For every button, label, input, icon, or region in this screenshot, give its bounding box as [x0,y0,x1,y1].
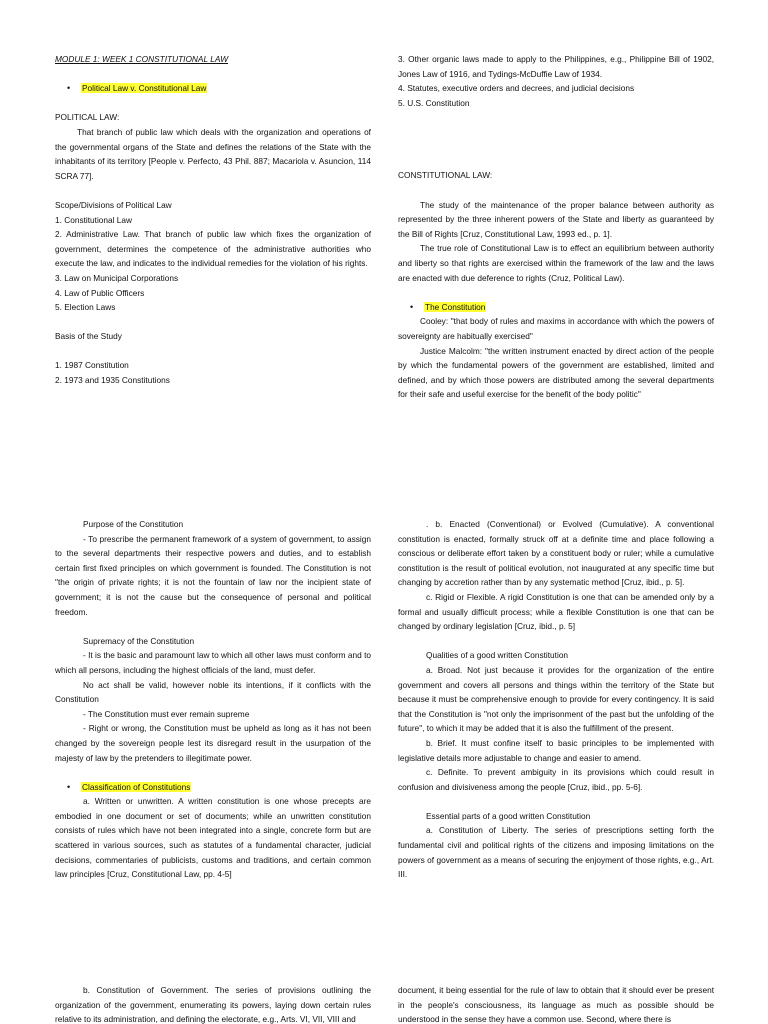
bullet-the-constitution [398,300,714,315]
constitutional-law-p1: The study of the maintenance of the proper balance between authority as represented by the three inherent powers of the State and liberty as guaranteed by the Bill of Rights [Cruz, Constitutional Law, 1993 ed., p. 1]. [398,199,714,239]
bullet-label: Classification of Constitutions [82,781,191,792]
basis-item: 1. 1987 Constitution [55,360,129,371]
page-1 [0,0,768,430]
essential-part-a: a. Constitution of Liberty. The series of prescriptions setting forth the fundamental civil and political rights of the citizens and imposing limitations on the powers of government as a means of securing the enjoyment of those rights, e.g., Art. III. [398,825,714,880]
basis-item: 2. 1973 and 1935 Constitutions [55,375,170,386]
essential-part-b: b. Constitution of Government. The series of provisions outlining the organization of the government, enumerating its powers, laying down certain rules relative to its administration, and defining the electorate, e.g., Arts. VI, VII, VIII and [55,985,371,1024]
classification-a: a. Written or unwritten. A written constitution is one whose precepts are embodied in one document or set of documents; while an unwritten constitution consists of rules which have not been integrated into a single, concrete form but are scattered in various sources, such as statutes of a fundamental character, judicial decisions, commentaries of publicists, customs and traditions, and certain common law principles [Cruz, Constitutional Law, pp. 4-5] [55,796,371,880]
supremacy-text: - Right or wrong, the Constitution must be upheld as long as it has not been changed by the sovereign people lest its disregard result in the usurpation of the majesty of law by the pretenders to illegitimate power. [55,723,371,763]
bullet-label: Political Law v. Constitutional Law [82,83,207,94]
organic-laws-item: 3. Other organic laws made to apply to the Philippines, e.g., Philippine Bill of 1902, Jones Law of 1916, and Tydings-McDuffie Law of 1934. [398,54,714,79]
scope-item: 3. Law on Municipal Corporations [55,272,179,283]
scope-heading: Scope/Divisions of Political Law [55,199,172,210]
classification-b: . b. Enacted (Conventional) or Evolved (Cumulative). A conventional constitution is enacted, formally struck off at a definite time and place following a conscious or deliberate effort taken by a constituent body or ruler; while a cumulative constitution is the result of political evolution, not inaugurated at any specific time but changing by accretion rather than by any systematic method [Cruz, ibid., p. 5]. [398,519,714,588]
qualities-heading: Qualities of a good written Constitution [426,650,569,661]
page-1-left-column [55,52,371,388]
statutes-item: 4. Statutes, executive orders and decrees, and judicial decisions [398,83,635,94]
scope-item: 2. Administrative Law. That branch of public law which fixes the organization of government, determines the competence of the administrative authorities who execute the law, and indicates to the individual remedies for the violation of his rights. [55,229,371,269]
quality-c: c. Definite. To prevent ambiguity in its provisions which could result in confusion and divisiveness among the people [Cruz, ibid., pp. 5-6]. [398,767,714,792]
page-2-right-column [398,517,714,882]
constitutional-law-p2: The true role of Constitutional Law is to effect an equilibrium between authority and liberty so that rights are exercised within the framework of the law and the laws are enacted with due deference to rights (Cruz, Political Law). [398,243,714,283]
scope-item: 4. Law of Public Officers [55,287,145,298]
page-3-left-column [55,983,371,1024]
purpose-heading: Purpose of the Constitution [83,519,184,529]
scope-item: 1. Constitutional Law [55,214,133,225]
basis-heading: Basis of the Study [55,331,122,342]
supremacy-text: - It is the basic and paramount law to which all other laws must conform and to which all persons, including the highest officials of the land, must defer. [55,650,371,675]
quality-b: b. Brief. It must confine itself to basic principles to be implemented with legislative details more adjustable to change and easier to amend. [398,737,714,763]
page-3-right-column [398,983,714,1024]
classification-c: c. Rigid or Flexible. A rigid Constitution is one that can be amended only by a formal and usually difficult process; while a flexible Constitution is one that can be changed by ordinary legislation [Cruz, ibid., p. 5] [398,591,714,632]
bullet-label: The Constitution [425,301,486,312]
quality-a: a. Broad. Not just because it provides for the organization of the entire government and covers all persons and things within the territory of the State but because it must be comprehensive enough to provide for every contingency. It is said that the Constitution is "not only the imprisonment of the past but the unfolding of the future", to which it may be added that it is also the fulfillment of the present. [398,664,714,734]
cooley-definition: Cooley: "that body of rules and maxims in accordance with which the powers of sovereignty are habitually exercised" [398,316,714,341]
bullet-political-vs-constitutional [55,81,371,96]
page-2-left-column [55,517,371,882]
malcolm-definition: Justice Malcolm: "the written instrument enacted by direct action of the people by which the fundamental powers of the government are established, limited and defined, and by which those powers are distributed among the several departments for their safe and useful exercise for the benefit of the body politic" [398,345,714,400]
continued-text: document, it being essential for the rule of law to obtain that it should ever be present in the people's consciousness, its language as much as possible should be understood in the sense they have a common use. Second, where there is [398,985,714,1024]
us-constitution-item: 5. U.S. Constitution [398,97,470,108]
bullet-classification [55,780,371,795]
supremacy-text: No act shall be valid, however noble its intentions, if it conflicts with the Constitution [55,679,371,705]
supremacy-heading: Supremacy of the Constitution [83,635,195,646]
constitutional-law-heading: CONSTITUTIONAL LAW: [398,170,493,181]
module-title: MODULE 1: WEEK 1 CONSTITUTIONAL LAW [55,54,229,64]
essential-parts-heading: Essential parts of a good written Constitution [426,810,591,821]
scope-item: 5. Election Laws [55,302,116,313]
page-1-right-column [398,52,714,402]
page-3 [0,975,768,1024]
political-law-definition: That branch of public law which deals with the organization and operations of the governmental organs of the State and defines the relations of the State with the inhabitants of its territory [People v. Perfecto, 43 Phil. 887; Macariola v. Asuncion, 114 SCRA 77]. [55,126,371,181]
page-2 [0,510,768,935]
political-law-heading: POLITICAL LAW: [55,112,120,123]
purpose-text: - To prescribe the permanent framework of a system of government, to assign to the several departments their respective powers and duties, and to establish certain first fixed principles on which government is founded. The Constitution is not "the origin of private rights; it is not the fountain of law nor the incipient state of government; it is not the cause but the consequence of personal and political freedom. [55,533,371,617]
supremacy-text: - The Constitution must ever remain supreme [83,708,250,719]
